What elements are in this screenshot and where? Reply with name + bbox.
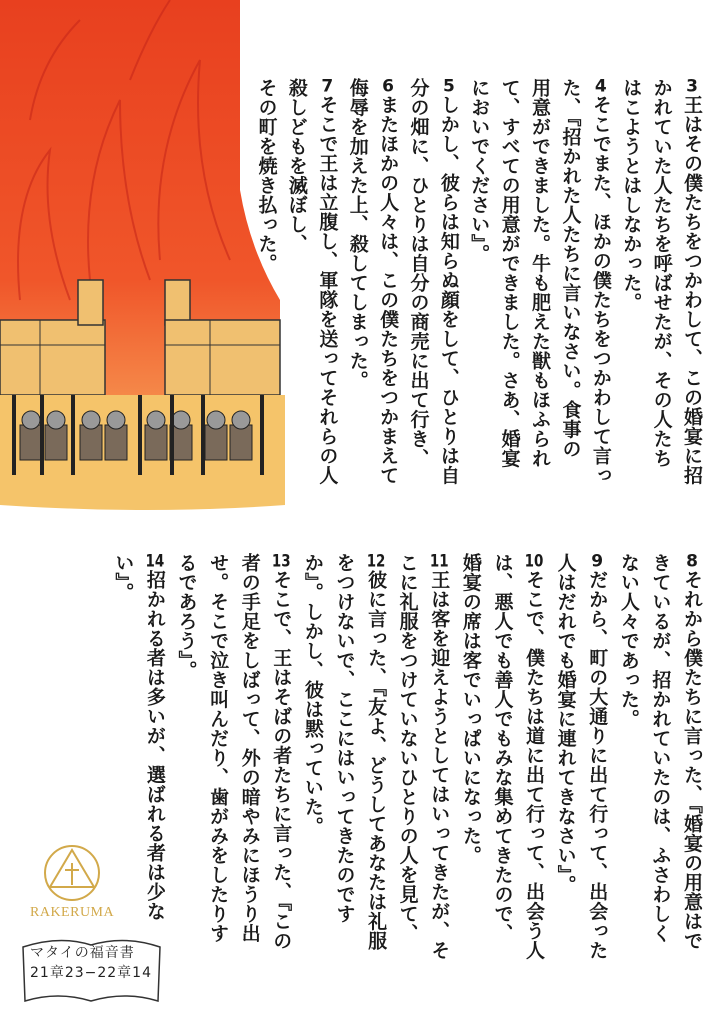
verse-text: そこでまた、ほかの僕たちをつかわして言っ [589,95,612,485]
verse-text: こに礼服をつけていないひとりの人を見て、 [396,553,419,943]
text-column [207,553,230,993]
text-column [145,553,164,993]
verse-text: 殺しどもを滅ぼし、 [285,78,308,254]
verse-number: 11 [429,553,449,570]
verse-text: だから、町の大通りに出て行って、出会った [586,570,609,960]
text-column [287,78,306,518]
text-column [649,553,672,993]
verse-text: た、『招かれた人たちに言いなさい。食事の [559,78,582,459]
verse-text: 王はその僕たちをつかわして、この婚宴に招 [681,95,703,485]
verse-text: 用意ができました。牛も肥えた獣もほふられ [529,78,552,468]
book-range: 21章23−22章14 [30,965,152,981]
rakeruma-logo-icon [42,843,102,903]
verse-number: 8 [686,553,698,570]
verse-number: 6 [382,78,395,95]
verse-text: 婚宴の席は客でいっぱいになった。 [459,553,482,865]
verse-text: 侮辱を加えた上、殺してしまった。 [346,78,369,390]
book-title: マタイの福音書 [30,945,135,961]
verse-number: 7 [321,78,334,95]
verse-number: 5 [442,78,455,95]
text-column [556,553,575,993]
text-column [257,78,276,518]
verse-number: 4 [594,78,607,95]
scripture-bottom-block [101,553,701,993]
scripture-top-block [245,78,701,518]
verse-text: 招かれる者は多いが、選ばれる者は少な [143,570,166,921]
verse-text: そこで、僕たちは道に出て行って、出会う人 [523,570,546,960]
verse-text: きているが、招かれていたのは、ふさわしく [649,553,672,943]
verse-text: 者の手足をしばって、外の暗やみにほうり出 [238,553,261,943]
verse-text: 分の畑に、ひとりは自分の商売に出て行き、 [407,78,430,468]
text-column [316,78,339,518]
verse-text: をつけないで、ここにはいってきたのです [333,553,356,924]
text-column [620,78,643,518]
verse-text: またほかの人々は、この僕たちをつかまえて [377,95,400,485]
verse-text: そこで王は立腹し、軍隊を送ってそれらの人 [316,95,339,485]
verse-text: て、すべての用意ができました。さあ、婚宴 [498,78,521,468]
text-column [682,553,701,993]
verse-text: は、悪人でも善人でもみな集めてきたので、 [491,553,514,943]
verse-text: かれていた人たちを呼ばせたが、その人たち [650,78,673,468]
text-column [365,553,388,993]
verse-text: 彼に言った、『友よ、どうしてあなたは礼服 [365,570,388,951]
verse-text: はこようとはしなかった。 [620,78,643,312]
text-column [303,553,322,993]
book-label [30,943,155,983]
text-column [468,78,491,518]
text-column [591,78,610,518]
text-column [491,553,514,993]
text-column [682,78,701,518]
verse-number: 13 [271,553,291,570]
verse-text: い』。 [112,553,135,602]
text-column [439,78,458,518]
text-column [270,553,293,993]
text-column [407,78,430,518]
text-column [619,553,638,993]
verse-number: 14 [145,553,165,570]
text-column [377,78,400,518]
verse-number: 3 [686,78,698,95]
text-column [461,553,480,993]
verse-number: 10 [524,553,544,570]
verse-text: ない人々であった。 [617,553,640,729]
text-column [348,78,367,518]
verse-text: せ。そこで泣き叫んだり、歯がみをしたりす [207,553,230,943]
verse-text: においでください』。 [468,78,491,264]
text-column [112,553,135,993]
text-column [652,78,671,518]
text-column [428,553,451,993]
verse-number: 9 [591,553,604,570]
verse-text: か』。しかし、彼は黙っていた。 [301,553,324,836]
verse-text: るであろう』。 [175,553,198,680]
text-column [529,78,552,518]
text-column [523,553,546,993]
logo-text: RAKERUMA [30,905,115,920]
verse-text: それから僕たちに言った、『婚宴の用意はで [681,570,703,951]
verse-text: そこで、王はそばの者たちに言った、『この [270,570,293,951]
text-column [500,78,519,518]
verse-number: 12 [366,553,386,570]
verse-text: 王は客を迎えようとしてはいってきたが、そ [428,570,451,960]
text-column [559,78,582,518]
verse-text: 人はだれでも婚宴に連れてきなさい』。 [554,553,577,895]
verse-text: しかし、彼らは知らぬ顔をして、ひとりは自 [437,95,460,485]
text-column [333,553,356,993]
text-column [586,553,609,993]
text-column [398,553,417,993]
text-column [177,553,196,993]
verse-text: その町を焼き払った。 [255,78,278,273]
text-column [240,553,259,993]
